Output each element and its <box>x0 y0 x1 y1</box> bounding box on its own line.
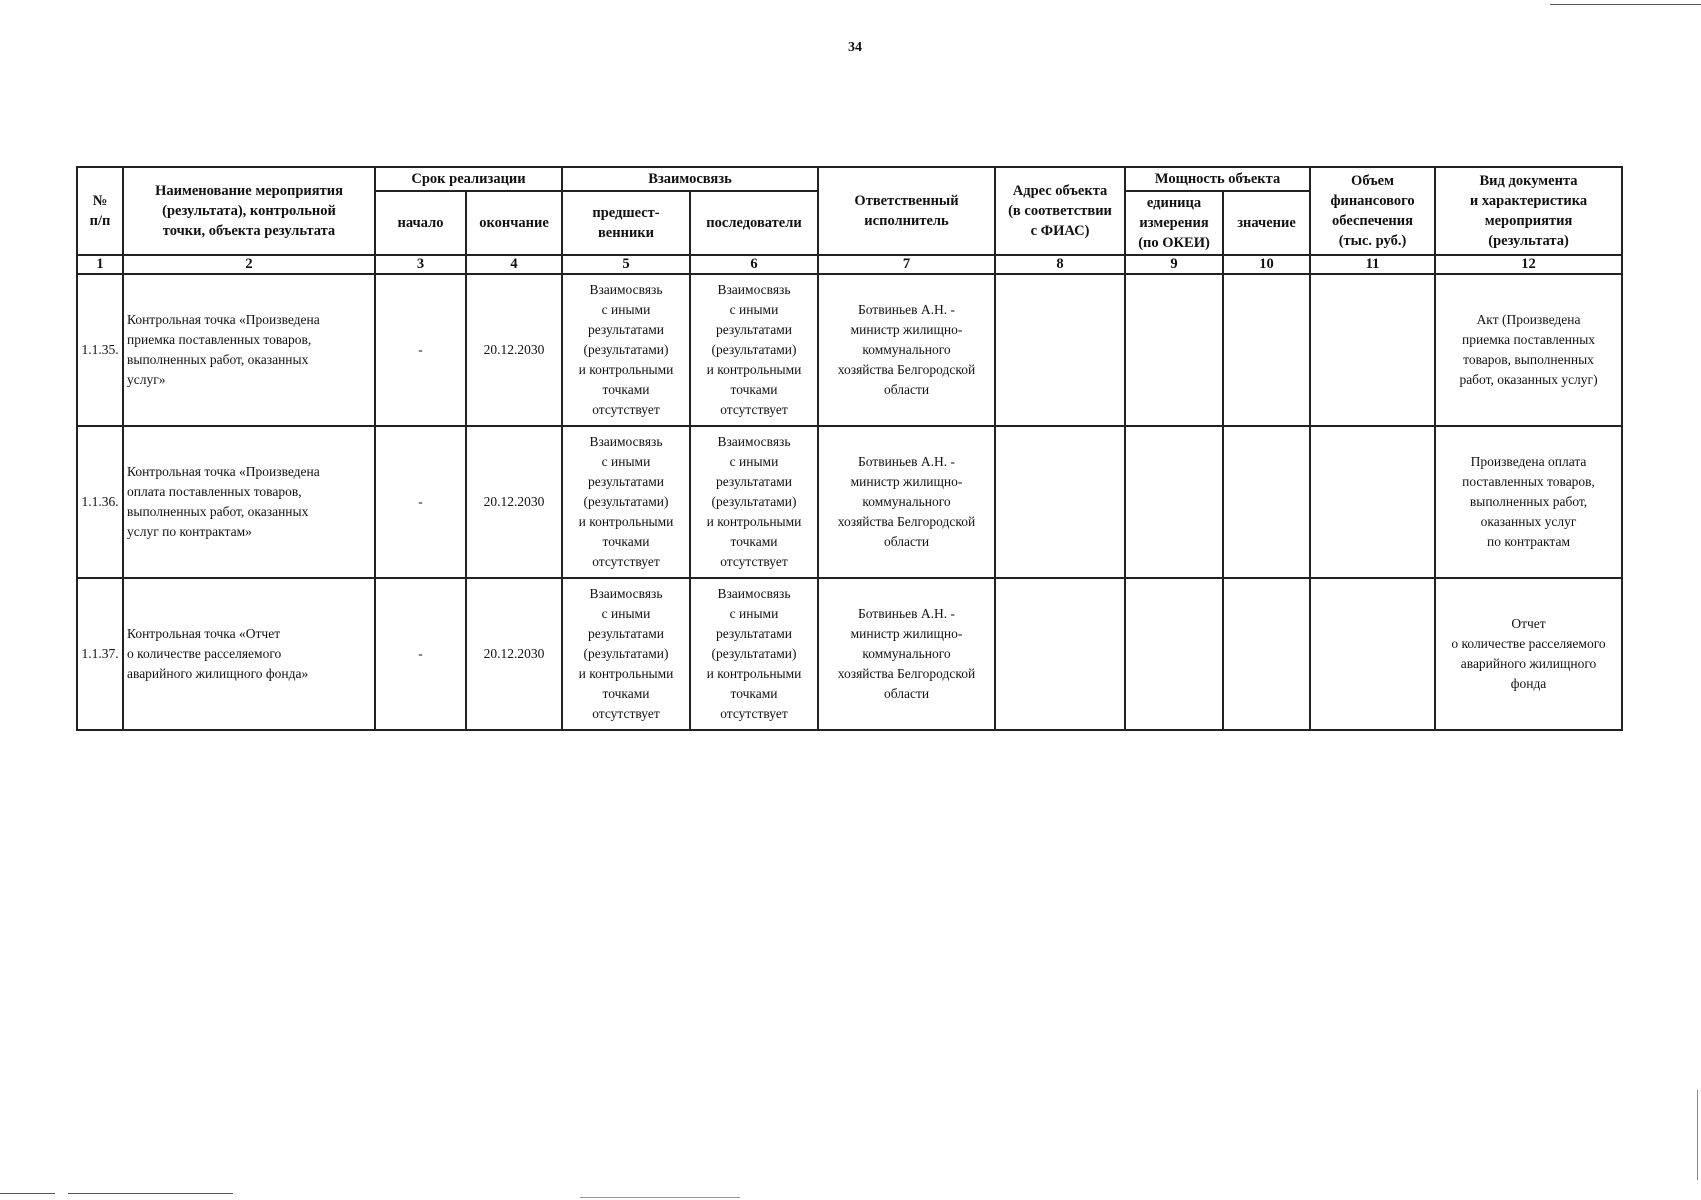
column-number: 1 <box>77 255 123 274</box>
plan-table <box>76 166 1623 731</box>
column-numbers-row <box>77 255 1622 274</box>
row-address <box>995 274 1125 426</box>
row-predecessors: Взаимосвязь с иными результатами (результатами) и контрольными точками отсутствует <box>562 426 690 578</box>
scan-artifact-line <box>1697 1090 1698 1180</box>
row-value <box>1223 578 1310 730</box>
header-finance: Объем финансового обеспечения (тыс. руб.) <box>1310 167 1435 255</box>
row-unit <box>1125 274 1223 426</box>
row-number: 1.1.35. <box>77 274 123 426</box>
row-unit <box>1125 426 1223 578</box>
header-doc-type: Вид документа и характеристика мероприятия (результата) <box>1435 167 1622 255</box>
header-link-group: Взаимосвязь <box>562 167 818 191</box>
column-number: 4 <box>466 255 562 274</box>
header-period-group: Срок реализации <box>375 167 562 191</box>
row-start: - <box>375 274 466 426</box>
row-doc: Произведена оплата поставленных товаров, выполненных работ, оказанных услуг по контрактам <box>1435 426 1622 578</box>
row-name: Контрольная точка «Произведена оплата поставленных товаров, выполненных работ, оказанных услуг по контрактам» <box>123 426 375 578</box>
table-row <box>77 578 1622 730</box>
column-number: 2 <box>123 255 375 274</box>
row-number: 1.1.36. <box>77 426 123 578</box>
row-finance <box>1310 578 1435 730</box>
table-row <box>77 426 1622 578</box>
row-end: 20.12.2030 <box>466 274 562 426</box>
header-name: Наименование мероприятия (результата), контрольной точки, объекта результата <box>123 167 375 255</box>
header-power-unit: единица измерения (по ОКЕИ) <box>1125 191 1223 255</box>
row-number: 1.1.37. <box>77 578 123 730</box>
scan-artifact-line <box>1550 4 1701 5</box>
row-name: Контрольная точка «Произведена приемка поставленных товаров, выполненных работ, оказанных услуг» <box>123 274 375 426</box>
header-number: № п/п <box>77 167 123 255</box>
column-number: 11 <box>1310 255 1435 274</box>
row-end: 20.12.2030 <box>466 578 562 730</box>
header-power-group: Мощность объекта <box>1125 167 1310 191</box>
header-power-value: значение <box>1223 191 1310 255</box>
column-number: 8 <box>995 255 1125 274</box>
row-responsible: Ботвиньев А.Н. - министр жилищно- коммунального хозяйства Белгородской области <box>818 426 995 578</box>
column-number: 3 <box>375 255 466 274</box>
scan-artifact-line <box>580 1197 740 1198</box>
row-address <box>995 578 1125 730</box>
column-number: 7 <box>818 255 995 274</box>
row-doc: Отчет о количестве расселяемого аварийного жилищного фонда <box>1435 578 1622 730</box>
row-finance <box>1310 274 1435 426</box>
column-number: 12 <box>1435 255 1622 274</box>
row-finance <box>1310 426 1435 578</box>
header-period-start: начало <box>375 191 466 255</box>
column-number: 5 <box>562 255 690 274</box>
header-responsible: Ответственный исполнитель <box>818 167 995 255</box>
column-number: 9 <box>1125 255 1223 274</box>
row-responsible: Ботвиньев А.Н. - министр жилищно- коммунального хозяйства Белгородской области <box>818 274 995 426</box>
header-period-end: окончание <box>466 191 562 255</box>
column-number: 6 <box>690 255 818 274</box>
row-predecessors: Взаимосвязь с иными результатами (результатами) и контрольными точками отсутствует <box>562 274 690 426</box>
row-successors: Взаимосвязь с иными результатами (результатами) и контрольными точками отсутствует <box>690 274 818 426</box>
row-name: Контрольная точка «Отчет о количестве расселяемого аварийного жилищного фонда» <box>123 578 375 730</box>
column-number: 10 <box>1223 255 1310 274</box>
header-predecessors: предшест- венники <box>562 191 690 255</box>
row-value <box>1223 426 1310 578</box>
table-row <box>77 274 1622 426</box>
row-successors: Взаимосвязь с иными результатами (результатами) и контрольными точками отсутствует <box>690 578 818 730</box>
row-start: - <box>375 426 466 578</box>
header-row-1 <box>77 167 1622 191</box>
row-predecessors: Взаимосвязь с иными результатами (результатами) и контрольными точками отсутствует <box>562 578 690 730</box>
header-successors: последователи <box>690 191 818 255</box>
page-number: 34 <box>848 40 862 55</box>
row-address <box>995 426 1125 578</box>
header-address: Адрес объекта (в соответствии с ФИАС) <box>995 167 1125 255</box>
scan-artifact-line <box>68 1193 233 1194</box>
row-start: - <box>375 578 466 730</box>
scan-artifact-line <box>0 1193 55 1194</box>
row-doc: Акт (Произведена приемка поставленных товаров, выполненных работ, оказанных услуг) <box>1435 274 1622 426</box>
row-unit <box>1125 578 1223 730</box>
row-value <box>1223 274 1310 426</box>
row-successors: Взаимосвязь с иными результатами (результатами) и контрольными точками отсутствует <box>690 426 818 578</box>
row-end: 20.12.2030 <box>466 426 562 578</box>
row-responsible: Ботвиньев А.Н. - министр жилищно- коммунального хозяйства Белгородской области <box>818 578 995 730</box>
